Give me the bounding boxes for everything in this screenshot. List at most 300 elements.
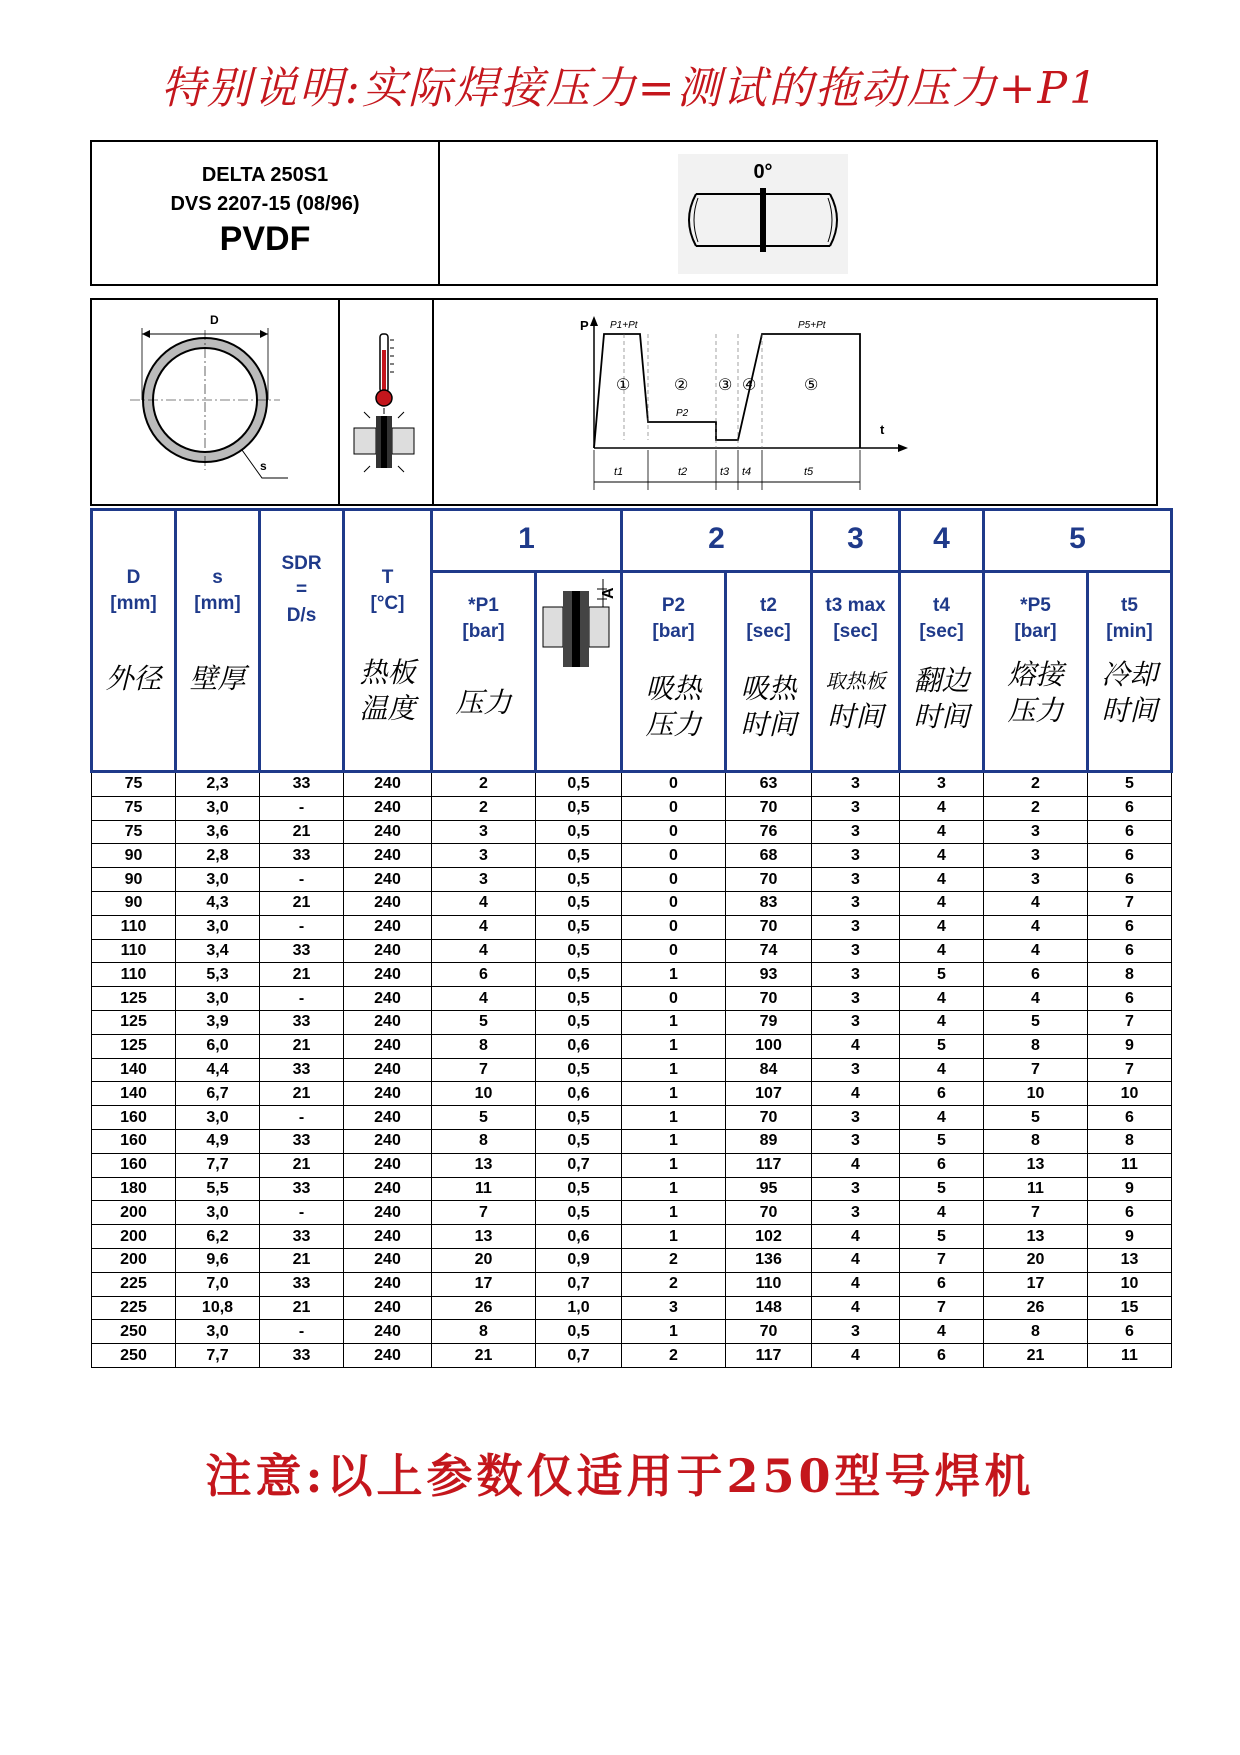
- table-cell: 0,9: [536, 1248, 622, 1272]
- phase-3-label: ③: [718, 377, 733, 394]
- table-cell: 240: [344, 820, 432, 844]
- table-cell: 225: [92, 1272, 176, 1296]
- table-cell: 17: [984, 1272, 1088, 1296]
- material-name: PVDF: [219, 220, 311, 258]
- table-cell: 70: [726, 1106, 812, 1130]
- table-cell: 8: [1088, 1129, 1172, 1153]
- table-cell: 21: [260, 820, 344, 844]
- table-cell: 4: [900, 1058, 984, 1082]
- table-cell: 3: [812, 1058, 900, 1082]
- table-cell: 0,7: [536, 1344, 622, 1368]
- table-cell: 6: [1088, 987, 1172, 1011]
- table-cell: 4,9: [176, 1129, 260, 1153]
- table-cell: 8: [1088, 963, 1172, 987]
- table-cell: 0: [622, 844, 726, 868]
- header-title-block: [92, 142, 440, 284]
- table-cell: 13: [432, 1153, 536, 1177]
- table-cell: 26: [984, 1296, 1088, 1320]
- table-cell: 4: [900, 891, 984, 915]
- svg-text:A: A: [600, 587, 617, 599]
- table-cell: 6: [1088, 844, 1172, 868]
- col-a-header: [536, 572, 622, 772]
- table-cell: 0,5: [536, 1177, 622, 1201]
- table-cell: 3,0: [176, 796, 260, 820]
- table-cell: 4: [900, 1010, 984, 1034]
- table-cell: 3: [812, 796, 900, 820]
- table-cell: 6: [1088, 1320, 1172, 1344]
- heater-plate-diagram: [340, 300, 434, 504]
- table-cell: 240: [344, 1320, 432, 1344]
- table-cell: 125: [92, 987, 176, 1011]
- table-cell: 6: [1088, 796, 1172, 820]
- table-cell: 10: [1088, 1272, 1172, 1296]
- table-cell: 110: [92, 963, 176, 987]
- table-cell: 6: [900, 1082, 984, 1106]
- table-cell: 4,4: [176, 1058, 260, 1082]
- machine-model: DELTA 250S1: [201, 164, 329, 186]
- col-t2-header: t2 [sec] 吸热 时间: [726, 572, 812, 772]
- table-cell: 4: [900, 796, 984, 820]
- t5-label: t5: [804, 466, 814, 478]
- table-cell: 4: [812, 1248, 900, 1272]
- table-cell: 1: [622, 1153, 726, 1177]
- table-cell: 3: [812, 1106, 900, 1130]
- table-cell: 3: [432, 868, 536, 892]
- table-cell: 2: [622, 1272, 726, 1296]
- table-cell: 148: [726, 1296, 812, 1320]
- table-cell: 6: [432, 963, 536, 987]
- table-cell: 13: [432, 1225, 536, 1249]
- table-cell: 6: [984, 963, 1088, 987]
- table-cell: 3: [812, 1201, 900, 1225]
- table-cell: 33: [260, 844, 344, 868]
- table-cell: 110: [92, 939, 176, 963]
- table-cell: 0,5: [536, 1320, 622, 1344]
- group-5-header: 5: [984, 510, 1172, 572]
- table-row: [92, 1201, 1172, 1225]
- table-cell: 9,6: [176, 1248, 260, 1272]
- table-cell: 4: [984, 987, 1088, 1011]
- table-cell: 2: [432, 772, 536, 797]
- table-cell: 240: [344, 891, 432, 915]
- table-cell: 1,0: [536, 1296, 622, 1320]
- table-cell: 6: [1088, 915, 1172, 939]
- table-cell: 3,0: [176, 987, 260, 1011]
- table-cell: 125: [92, 1034, 176, 1058]
- bottom-note: 注意:以上参数仅适用于250型号焊机: [205, 1449, 1035, 1503]
- table-cell: 4: [900, 1320, 984, 1344]
- table-cell: 5,3: [176, 963, 260, 987]
- table-cell: 6: [1088, 868, 1172, 892]
- table-cell: 0,5: [536, 1201, 622, 1225]
- table-cell: 13: [984, 1153, 1088, 1177]
- pressure-time-graph: [434, 300, 1156, 504]
- table-cell: 5: [432, 1106, 536, 1130]
- p1-label: P1+Pt: [610, 320, 638, 331]
- table-cell: 6: [1088, 1106, 1172, 1130]
- table-cell: 13: [984, 1225, 1088, 1249]
- table-cell: 6: [900, 1344, 984, 1368]
- table-cell: 2: [432, 796, 536, 820]
- ring-d-label: D: [210, 313, 219, 327]
- table-cell: 240: [344, 844, 432, 868]
- standard-code: DVS 2207-15 (08/96): [170, 193, 360, 215]
- table-cell: -: [260, 987, 344, 1011]
- table-cell: 0,5: [536, 820, 622, 844]
- table-cell: -: [260, 868, 344, 892]
- table-cell: 1: [622, 1320, 726, 1344]
- table-cell: 21: [432, 1344, 536, 1368]
- table-cell: 2: [984, 772, 1088, 797]
- table-cell: 26: [432, 1296, 536, 1320]
- table-cell: 4: [900, 844, 984, 868]
- table-cell: -: [260, 1106, 344, 1130]
- table-cell: 0: [622, 987, 726, 1011]
- table-row: [92, 1034, 1172, 1058]
- table-cell: 1: [622, 1010, 726, 1034]
- table-cell: 0,5: [536, 1058, 622, 1082]
- table-cell: 76: [726, 820, 812, 844]
- table-cell: 7: [984, 1058, 1088, 1082]
- table-cell: 5: [900, 1177, 984, 1201]
- table-cell: 3,6: [176, 820, 260, 844]
- table-cell: 21: [260, 1153, 344, 1177]
- table-cell: 3: [900, 772, 984, 797]
- table-cell: 240: [344, 939, 432, 963]
- table-cell: 83: [726, 891, 812, 915]
- table-cell: 3,0: [176, 1106, 260, 1130]
- table-cell: 33: [260, 939, 344, 963]
- table-cell: 240: [344, 868, 432, 892]
- table-cell: 7: [1088, 891, 1172, 915]
- table-cell: 3: [812, 1177, 900, 1201]
- table-cell: 93: [726, 963, 812, 987]
- table-cell: 3,0: [176, 1201, 260, 1225]
- table-cell: 1: [622, 1201, 726, 1225]
- table-cell: 0,6: [536, 1082, 622, 1106]
- table-cell: 0: [622, 891, 726, 915]
- table-cell: 0,7: [536, 1272, 622, 1296]
- table-cell: 5,5: [176, 1177, 260, 1201]
- table-cell: 240: [344, 1082, 432, 1106]
- table-cell: 2: [622, 1248, 726, 1272]
- col-p1-header: *P1 [bar] 压力: [432, 572, 536, 772]
- diagram-box: [90, 298, 1158, 506]
- table-cell: 70: [726, 1201, 812, 1225]
- table-cell: 33: [260, 1272, 344, 1296]
- table-cell: 89: [726, 1129, 812, 1153]
- table-cell: 3: [432, 820, 536, 844]
- table-cell: 5: [1088, 772, 1172, 797]
- table-cell: 5: [900, 1225, 984, 1249]
- table-cell: 200: [92, 1248, 176, 1272]
- table-row: [92, 1225, 1172, 1249]
- table-cell: 6: [1088, 820, 1172, 844]
- table-cell: 8: [432, 1320, 536, 1344]
- table-cell: 0: [622, 868, 726, 892]
- group-3-header: 3: [812, 510, 900, 572]
- table-cell: 3: [812, 844, 900, 868]
- table-cell: 136: [726, 1248, 812, 1272]
- table-row: [92, 939, 1172, 963]
- table-cell: 21: [260, 1296, 344, 1320]
- table-cell: 240: [344, 796, 432, 820]
- table-row: [92, 796, 1172, 820]
- group-1-header: 1: [432, 510, 622, 572]
- ring-s-label: s: [260, 459, 267, 473]
- table-cell: 250: [92, 1320, 176, 1344]
- table-row: [92, 1106, 1172, 1130]
- table-cell: 0,5: [536, 1129, 622, 1153]
- table-cell: 0,5: [536, 796, 622, 820]
- table-cell: 1: [622, 1082, 726, 1106]
- table-cell: 8: [984, 1034, 1088, 1058]
- table-cell: 79: [726, 1010, 812, 1034]
- table-cell: 6: [900, 1272, 984, 1296]
- table-cell: 3,9: [176, 1010, 260, 1034]
- col-d-header: D [mm] 外径: [92, 510, 176, 772]
- table-cell: 0: [622, 772, 726, 797]
- table-cell: 0,5: [536, 1106, 622, 1130]
- table-cell: 95: [726, 1177, 812, 1201]
- table-cell: 117: [726, 1153, 812, 1177]
- table-cell: 63: [726, 772, 812, 797]
- table-cell: -: [260, 915, 344, 939]
- table-cell: 160: [92, 1106, 176, 1130]
- table-cell: -: [260, 1201, 344, 1225]
- table-cell: 1: [622, 1177, 726, 1201]
- table-cell: 2,8: [176, 844, 260, 868]
- table-cell: 1: [622, 1034, 726, 1058]
- table-cell: 11: [1088, 1344, 1172, 1368]
- t2-label: t2: [678, 466, 688, 478]
- table-cell: 4: [900, 939, 984, 963]
- table-cell: 70: [726, 1320, 812, 1344]
- table-cell: 4: [900, 915, 984, 939]
- table-row: [92, 1177, 1172, 1201]
- table-cell: 4: [432, 939, 536, 963]
- table-cell: 10: [1088, 1082, 1172, 1106]
- table-cell: 0,5: [536, 987, 622, 1011]
- table-cell: 6,7: [176, 1082, 260, 1106]
- table-cell: 200: [92, 1201, 176, 1225]
- table-row: [92, 868, 1172, 892]
- table-cell: 11: [1088, 1153, 1172, 1177]
- table-cell: 4: [900, 987, 984, 1011]
- table-cell: 4: [900, 868, 984, 892]
- table-cell: 13: [1088, 1248, 1172, 1272]
- table-cell: 4: [812, 1082, 900, 1106]
- table-cell: 9: [1088, 1177, 1172, 1201]
- table-cell: 33: [260, 1129, 344, 1153]
- table-cell: 33: [260, 1058, 344, 1082]
- table-cell: 33: [260, 1344, 344, 1368]
- table-cell: 8: [984, 1320, 1088, 1344]
- table-cell: 4: [432, 987, 536, 1011]
- table-cell: 8: [432, 1129, 536, 1153]
- table-row: [92, 1320, 1172, 1344]
- table-cell: 240: [344, 1201, 432, 1225]
- table-cell: 21: [260, 963, 344, 987]
- table-cell: 3: [812, 963, 900, 987]
- table-cell: 4: [432, 891, 536, 915]
- table-cell: 0: [622, 939, 726, 963]
- phase-5-label: ⑤: [804, 377, 819, 394]
- p5-label: P5+Pt: [798, 320, 826, 331]
- table-cell: 240: [344, 963, 432, 987]
- table-cell: 21: [260, 1034, 344, 1058]
- table-cell: 74: [726, 939, 812, 963]
- group-4-header: 4: [900, 510, 984, 572]
- table-row: [92, 1272, 1172, 1296]
- bead-height-icon: [537, 573, 621, 693]
- col-sdr-header: SDR = D/s: [260, 510, 344, 772]
- table-cell: 68: [726, 844, 812, 868]
- table-cell: 240: [344, 1344, 432, 1368]
- table-cell: 0: [622, 915, 726, 939]
- p-axis-label: P: [580, 318, 589, 333]
- table-cell: 3: [812, 987, 900, 1011]
- table-cell: 90: [92, 868, 176, 892]
- table-cell: 240: [344, 1129, 432, 1153]
- table-cell: -: [260, 796, 344, 820]
- table-cell: 17: [432, 1272, 536, 1296]
- table-body: [92, 772, 1172, 1368]
- table-cell: 160: [92, 1129, 176, 1153]
- table-cell: 8: [432, 1034, 536, 1058]
- table-cell: 21: [260, 1248, 344, 1272]
- table-row: [92, 820, 1172, 844]
- table-cell: 4: [900, 1201, 984, 1225]
- table-cell: 7: [900, 1248, 984, 1272]
- table-cell: 3: [812, 1129, 900, 1153]
- table-cell: 75: [92, 796, 176, 820]
- table-row: [92, 1248, 1172, 1272]
- table-cell: 4: [900, 1106, 984, 1130]
- table-cell: 240: [344, 1153, 432, 1177]
- table-cell: 240: [344, 1106, 432, 1130]
- table-cell: 0,7: [536, 1153, 622, 1177]
- table-cell: 4: [984, 891, 1088, 915]
- table-cell: 0,5: [536, 844, 622, 868]
- table-cell: 15: [1088, 1296, 1172, 1320]
- t4-label: t4: [742, 466, 752, 478]
- table-cell: 7: [900, 1296, 984, 1320]
- phase-4-label: ④: [742, 377, 757, 394]
- table-cell: 240: [344, 1225, 432, 1249]
- table-cell: 3,0: [176, 1320, 260, 1344]
- table-cell: 240: [344, 1177, 432, 1201]
- table-cell: 240: [344, 1058, 432, 1082]
- table-cell: 240: [344, 915, 432, 939]
- table-cell: 6: [1088, 1201, 1172, 1225]
- table-cell: 21: [984, 1344, 1088, 1368]
- table-cell: 4: [984, 915, 1088, 939]
- table-cell: 4,3: [176, 891, 260, 915]
- table-cell: 3: [432, 844, 536, 868]
- table-cell: 107: [726, 1082, 812, 1106]
- table-cell: 7: [432, 1201, 536, 1225]
- table-cell: 7,0: [176, 1272, 260, 1296]
- table-cell: 0: [622, 796, 726, 820]
- table-cell: 0,6: [536, 1034, 622, 1058]
- table-cell: 3: [984, 844, 1088, 868]
- table-cell: 11: [984, 1177, 1088, 1201]
- table-cell: 4: [812, 1225, 900, 1249]
- table-row: [92, 1153, 1172, 1177]
- table-cell: 6: [900, 1153, 984, 1177]
- table-cell: 240: [344, 772, 432, 797]
- table-cell: 4: [812, 1034, 900, 1058]
- col-p2-header: P2 [bar] 吸热 压力: [622, 572, 726, 772]
- table-cell: 20: [432, 1248, 536, 1272]
- table-row: [92, 1344, 1172, 1368]
- table-cell: 3: [812, 1010, 900, 1034]
- col-temp-header: T [°C] 热板 温度: [344, 510, 432, 772]
- table-cell: -: [260, 1320, 344, 1344]
- table-cell: 0: [622, 820, 726, 844]
- table-cell: 0,5: [536, 891, 622, 915]
- table-row: [92, 915, 1172, 939]
- table-cell: 8: [984, 1129, 1088, 1153]
- table-cell: 7,7: [176, 1153, 260, 1177]
- p2-label: P2: [676, 408, 689, 419]
- table-cell: 6,0: [176, 1034, 260, 1058]
- table-cell: 225: [92, 1296, 176, 1320]
- t1-label: t1: [614, 466, 624, 478]
- table-cell: 140: [92, 1058, 176, 1082]
- table-cell: 4: [812, 1153, 900, 1177]
- table-cell: 7: [432, 1058, 536, 1082]
- table-cell: 4: [984, 939, 1088, 963]
- table-row: [92, 891, 1172, 915]
- t3-label: t3: [720, 466, 730, 478]
- table-row: [92, 1082, 1172, 1106]
- table-row: [92, 1129, 1172, 1153]
- col-t5-header: t5 [min] 冷却 时间: [1088, 572, 1172, 772]
- table-cell: 3,4: [176, 939, 260, 963]
- phase-1-label: ①: [616, 377, 631, 394]
- table-cell: 33: [260, 1177, 344, 1201]
- table-cell: 2: [984, 796, 1088, 820]
- table-cell: 110: [726, 1272, 812, 1296]
- table-cell: 4: [432, 915, 536, 939]
- col-p5-header: *P5 [bar] 熔接 压力: [984, 572, 1088, 772]
- table-cell: 240: [344, 1296, 432, 1320]
- table-cell: 70: [726, 987, 812, 1011]
- table-cell: 1: [622, 963, 726, 987]
- table-cell: 5: [900, 1129, 984, 1153]
- table-cell: 70: [726, 868, 812, 892]
- table-cell: 4: [812, 1272, 900, 1296]
- table-cell: 250: [92, 1344, 176, 1368]
- table-row: [92, 1058, 1172, 1082]
- table-row: [92, 963, 1172, 987]
- table-cell: 0,6: [536, 1225, 622, 1249]
- table-cell: 5: [900, 963, 984, 987]
- table-cell: 9: [1088, 1034, 1172, 1058]
- table-cell: 75: [92, 820, 176, 844]
- phase-2-label: ②: [674, 377, 689, 394]
- table-row: [92, 1010, 1172, 1034]
- table-cell: 110: [92, 915, 176, 939]
- table-cell: 3: [984, 868, 1088, 892]
- table-cell: 180: [92, 1177, 176, 1201]
- welding-parameter-table: [90, 508, 1173, 1368]
- col-t3-header: t3 max [sec] 取热板 时间: [812, 572, 900, 772]
- table-cell: 7: [984, 1201, 1088, 1225]
- table-cell: 90: [92, 891, 176, 915]
